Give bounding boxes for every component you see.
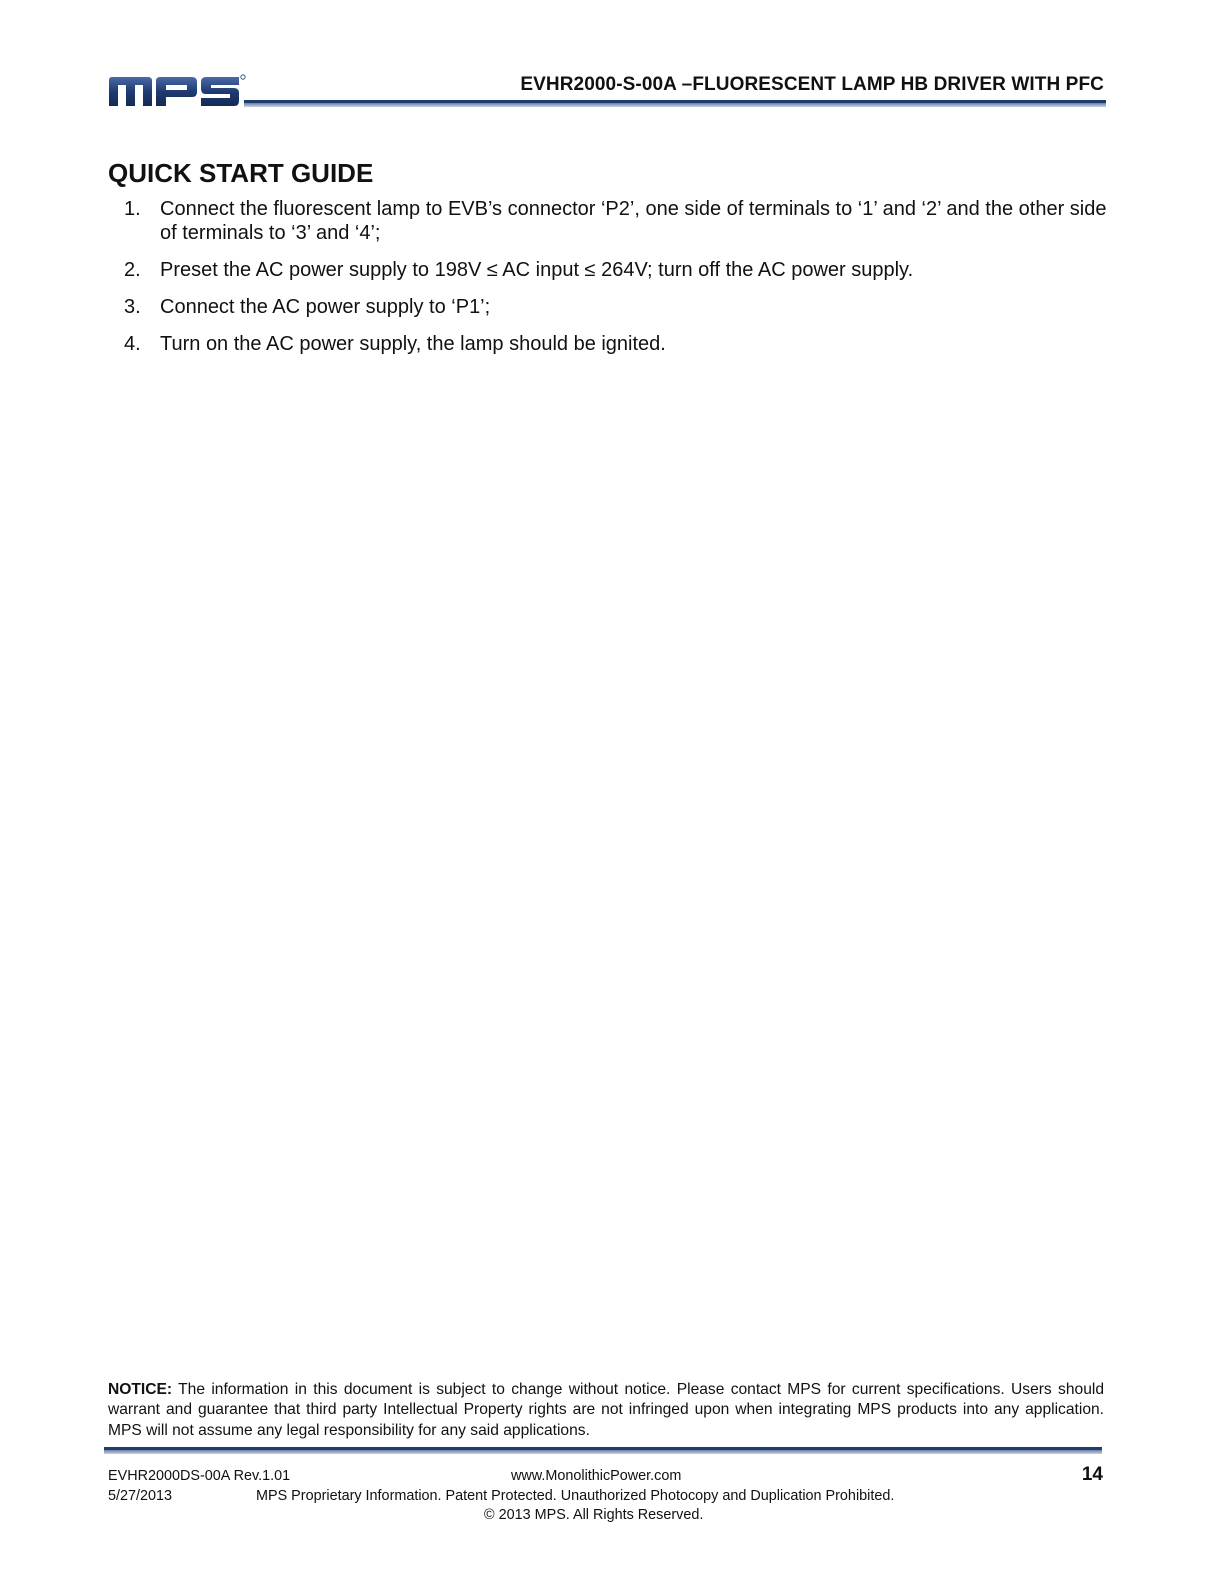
notice xyxy=(108,1380,1104,1441)
step-number: 2. xyxy=(124,259,141,281)
step-item xyxy=(108,197,1108,245)
header-title: EVHR2000-S-00A –FLUORESCENT LAMP HB DRIVER WITH PFC xyxy=(520,74,1104,95)
step-item xyxy=(108,258,1108,282)
mps-logo xyxy=(108,72,248,110)
step-text: Turn on the AC power supply, the lamp should be ignited. xyxy=(160,333,666,355)
step-item xyxy=(108,295,1108,319)
step-text: Preset the AC power supply to 198V ≤ AC input ≤ 264V; turn off the AC power supply. xyxy=(160,259,914,281)
notice-text: The information in this document is subject to change without notice. Please contact MPS for current specifications. Users should warrant and guarantee that third party Intellectual Property rights are not infringed upon when integrating MPS products into any application. MPS will not assume any legal responsibility for any said applications. xyxy=(108,1381,1104,1439)
quick-start-steps xyxy=(108,197,1108,369)
step-number: 4. xyxy=(124,333,141,355)
section-title: QUICK START GUIDE xyxy=(108,158,374,188)
footer-rule-shadow xyxy=(104,1450,1102,1454)
step-text: Connect the AC power supply to ‘P1’; xyxy=(160,296,491,318)
doc-id: EVHR2000DS-00A Rev.1.01 xyxy=(108,1468,291,1484)
copyright: © 2013 MPS. All Rights Reserved. xyxy=(484,1507,704,1523)
website-link[interactable]: www.MonolithicPower.com xyxy=(511,1468,682,1484)
notice-label: NOTICE: xyxy=(108,1381,173,1398)
step-number: 3. xyxy=(124,296,141,318)
doc-date: 5/27/2013 xyxy=(108,1488,173,1504)
step-number: 1. xyxy=(124,198,141,220)
header-rule-shadow xyxy=(244,103,1106,107)
page-number: 14 xyxy=(1081,1464,1103,1485)
proprietary-notice: MPS Proprietary Information. Patent Protected. Unauthorized Photocopy and Duplication Prohibited. xyxy=(256,1488,895,1504)
step-text: Connect the fluorescent lamp to EVB’s connector ‘P2’, one side of terminals to ‘1’ and ‘2’ and the other side of terminals to ‘3’ and ‘4’; xyxy=(160,198,1107,244)
step-item xyxy=(108,332,1108,356)
